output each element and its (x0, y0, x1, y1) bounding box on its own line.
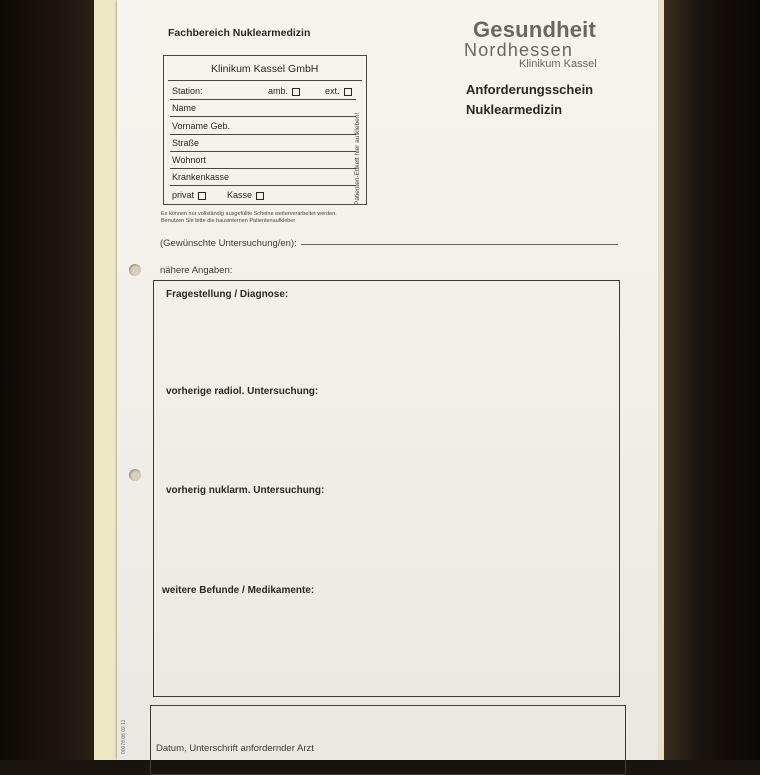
sticker-line-2 (170, 116, 356, 117)
insurance-field-label: Krankenkasse (172, 172, 230, 182)
name-field-label: Name (172, 103, 197, 113)
further-findings-label: weitere Befunde / Medikamente: (162, 585, 315, 596)
ext-label: ext. (325, 86, 340, 96)
city-field-label: Wohnort (172, 155, 206, 165)
amb-label: amb. (268, 86, 289, 96)
note-line-1: Es können nur vollständig ausgefüllte Scheine weiterverarbeitet werden. (161, 211, 337, 217)
ext-checkbox[interactable] (344, 88, 352, 96)
sticker-line-3 (170, 134, 356, 135)
department-label: Fachbereich Nuklearmedizin (168, 27, 311, 39)
signature-label: Datum, Unterschrift anfordernder Arzt (156, 743, 314, 754)
brand-klinikum-kassel: Klinikum Kassel (519, 58, 597, 70)
diagnosis-label: Fragestellung / Diagnose: (166, 289, 289, 300)
sticker-divider (168, 80, 362, 81)
sticker-line-1 (170, 99, 356, 100)
requested-exam-line[interactable] (301, 244, 618, 245)
kasse-label: Kasse (227, 190, 253, 200)
brand-nordhessen: Nordhessen (464, 40, 574, 60)
signature-box[interactable] (150, 705, 626, 775)
punch-hole-top (129, 264, 141, 276)
station-label: Station: (172, 86, 203, 96)
form-title-line2: Nuklearmedizin (466, 102, 563, 117)
amb-checkbox[interactable] (292, 88, 300, 96)
sticker-line-5 (170, 168, 356, 169)
form-title-line1: Anforderungsschein (466, 82, 594, 97)
details-label: nähere Angaben: (160, 265, 233, 276)
brand-gesundheit: Gesundheit (473, 17, 597, 42)
note-line-2: Benutzen Sie bitte die hausinternen Patientenaufkleber (161, 218, 296, 224)
background-right (662, 0, 760, 760)
sticker-line-6 (170, 185, 356, 186)
requested-exam-label: (Gewünschte Untersuchung/en): (160, 238, 297, 249)
previous-nuclear-label: vorherig nuklarm. Untersuchung: (166, 485, 325, 496)
previous-radiology-label: vorherige radiol. Untersuchung: (166, 386, 319, 397)
firstname-field-label: Vorname Geb. (172, 121, 231, 131)
privat-checkbox[interactable] (198, 192, 206, 200)
privat-option (172, 190, 206, 200)
sticker-title: Klinikum Kassel GmbH (211, 63, 319, 75)
kasse-option (227, 190, 264, 200)
ext-option (325, 86, 352, 96)
kasse-checkbox[interactable] (256, 192, 264, 200)
punch-hole-bottom (129, 469, 141, 481)
form-code: 00078 06 02 11 (121, 719, 127, 754)
amb-option (268, 86, 300, 96)
street-field-label: Straße (172, 138, 200, 148)
privat-label: privat (172, 190, 195, 200)
sticker-vertical-note: Patienten-Etikett hier aufkleben! (354, 112, 361, 205)
sticker-line-4 (170, 151, 356, 152)
background-left (0, 0, 96, 760)
